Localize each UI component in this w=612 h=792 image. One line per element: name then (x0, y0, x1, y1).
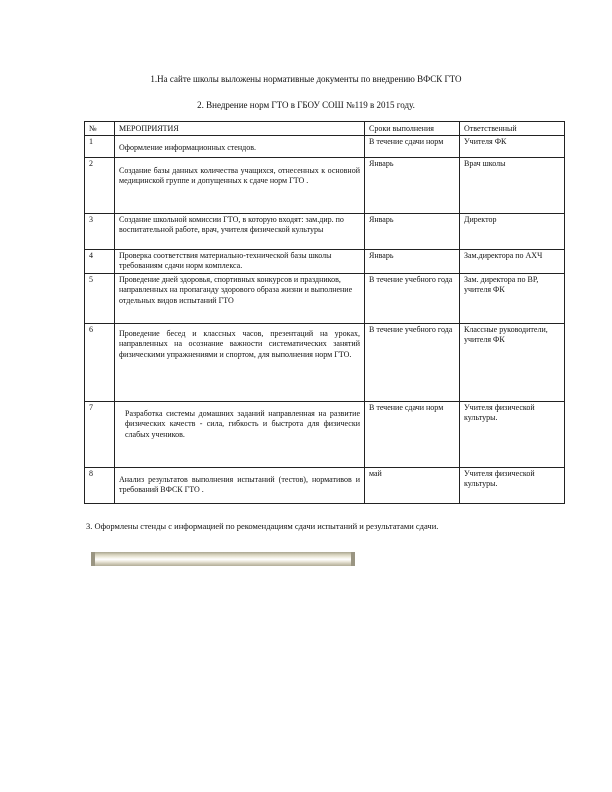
row-term: В течение сдачи норм (365, 135, 460, 157)
row-term: Январь (365, 249, 460, 273)
row-responsible: Зам. директора по ВР, учителя ФК (460, 273, 565, 323)
row-number: 2 (85, 157, 115, 213)
heading-line-1: 1.На сайте школы выложены нормативные документы по внедрению ВФСК ГТО (150, 74, 462, 84)
header-responsible: Ответственный (460, 122, 565, 136)
row-event-text: Проведение бесед и классных часов, презентаций на уроках, направленных на осознание важности систематических занятий физическими упражнениями и спортом, для выполнения норм ГТО. (119, 328, 360, 359)
table-row (85, 323, 565, 401)
row-event-text: Проведение дней здоровья, спортивных конкурсов и праздников, направленных на пропаганду здорового образа жизни и выполнение отдельных видов испытаний ГТО (119, 274, 353, 305)
header-num: № (85, 122, 115, 136)
row-event (115, 157, 365, 213)
row-event (115, 467, 365, 503)
row-event-text: Создание школьной комиссии ГТО, в которую входят: зам.дир. по воспитательной работе, врач, учителя физической культуры (119, 214, 344, 234)
table-row (85, 213, 565, 249)
row-term: В течение учебного года (365, 273, 460, 323)
header-term: Сроки выполнения (365, 122, 460, 136)
table-row (85, 467, 565, 503)
table-row (85, 401, 565, 467)
row-event (115, 401, 365, 467)
row-event (115, 249, 365, 273)
row-event-text: Проверка соответствия материально-технической базы школы требованиям сдачи норм комплекса. (119, 250, 332, 270)
row-number: 4 (85, 249, 115, 273)
row-event-text: Разработка системы домашних заданий направленная на развитие физических качеств - сила, гибкость и быстрота для физически слабых учеников. (125, 408, 360, 439)
row-number: 5 (85, 273, 115, 323)
table-row (85, 135, 565, 157)
table-row (85, 273, 565, 323)
row-number: 6 (85, 323, 115, 401)
row-term: Январь (365, 157, 460, 213)
row-responsible: Классные руководители, учителя ФК (460, 323, 565, 401)
row-term: В течение учебного года (365, 323, 460, 401)
section-3-text: 3. Оформлены стенды с информацией по рекомендациям сдачи испытаний и результатами сдачи. (86, 521, 439, 531)
stand-photo-frame-right (351, 552, 355, 566)
row-event-text: Создание базы данных количества учащихся, отнесенных к основной медицинской группе и допущенных к сдаче норм ГТО . (119, 165, 360, 185)
row-event-text: Анализ результатов выполнения испытаний (тестов), нормативов и требований ВФСК ГТО . (119, 474, 360, 494)
row-responsible: Учителя физической культуры. (460, 467, 565, 503)
row-number: 3 (85, 213, 115, 249)
row-event-text: Оформление информационных стендов. (119, 142, 256, 152)
row-number: 8 (85, 467, 115, 503)
row-responsible: Врач школы (460, 157, 565, 213)
stand-photo-frame-left (91, 552, 95, 566)
row-term: В течение сдачи норм (365, 401, 460, 467)
row-term: Январь (365, 213, 460, 249)
row-responsible: Зам.директора по АХЧ (460, 249, 565, 273)
row-number: 7 (85, 401, 115, 467)
gto-plan-table (84, 121, 565, 504)
table-row (85, 157, 565, 213)
heading-line-2: 2. Внедрение норм ГТО в ГБОУ СОШ №119 в 2015 году. (197, 100, 415, 110)
row-term: май (365, 467, 460, 503)
row-event (115, 323, 365, 401)
table-row (85, 249, 565, 273)
row-event (115, 213, 365, 249)
row-number: 1 (85, 135, 115, 157)
row-responsible: Учителя ФК (460, 135, 565, 157)
row-event (115, 273, 365, 323)
row-responsible: Учителя физической культуры. (460, 401, 565, 467)
row-event (115, 135, 365, 157)
table-header-row (85, 122, 565, 136)
header-event: МЕРОПРИЯТИЯ (115, 122, 365, 136)
stand-photo (91, 552, 355, 566)
row-responsible: Директор (460, 213, 565, 249)
